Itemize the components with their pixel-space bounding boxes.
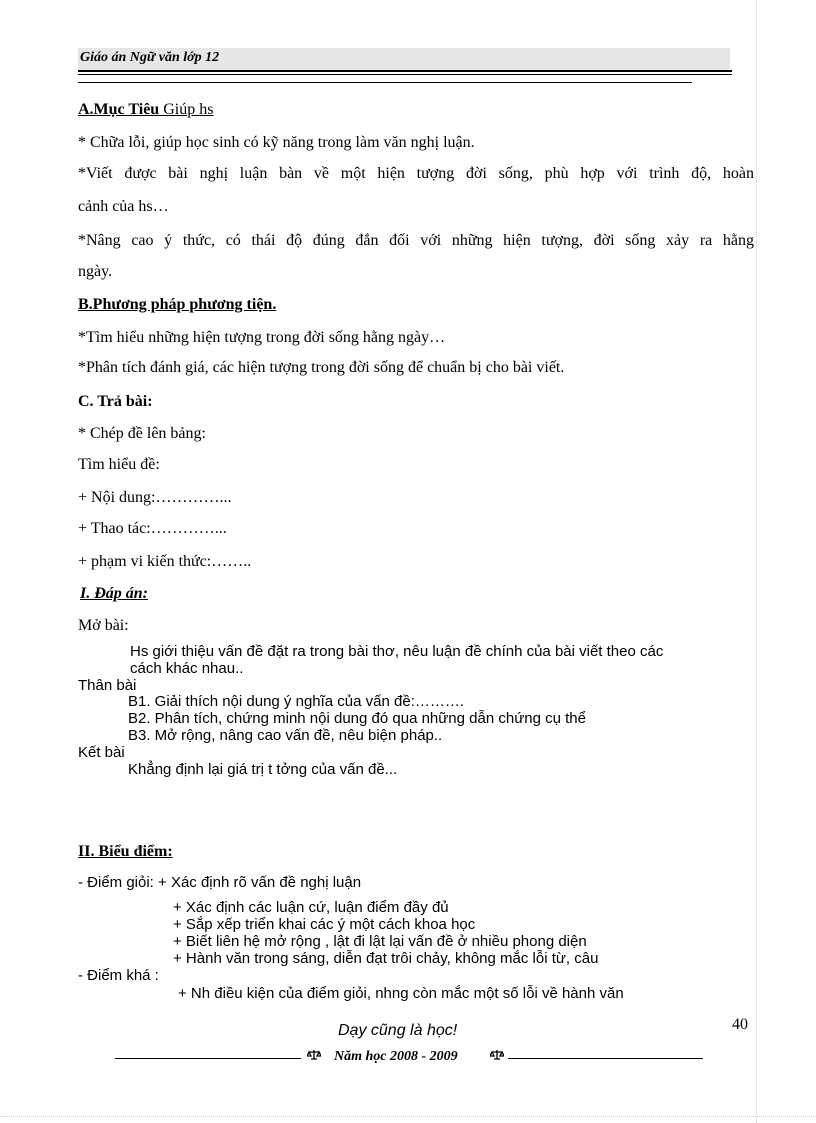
header-rule [78, 82, 692, 83]
footer-rule [508, 1058, 703, 1059]
than-bai-label: Thân bài [78, 677, 137, 694]
ket-bai-line: Khẳng định lại giá trị t tởng của vấn đề... [128, 761, 398, 778]
than-bai-item: B2. Phân tích, chứng minh nội dung đó qua những dẫn chứng cụ thể [128, 710, 586, 727]
mo-bai-label: Mở bài: [78, 617, 129, 634]
than-bai-item: B3. Mở rộng, nâng cao vấn đề, nêu biện pháp.. [128, 727, 443, 744]
scales-icon [307, 1049, 321, 1065]
section-c-line: Tìm hiểu đề: [78, 456, 160, 473]
page-border-right [756, 0, 757, 1123]
footer-quote: Dạy cũng là học! [338, 1022, 458, 1039]
section-a-line: *Viết được bài nghị luận bàn về một hiện tượng đời sống, phù hợp với trình độ, hoàn [78, 165, 754, 182]
grade-excellent-item: + Biết liên hệ mở rộng , lật đi lật lại vấn đề ở nhiều phong diện [173, 933, 587, 950]
section-a-heading: A.Mục Tiêu Giúp hs [78, 101, 214, 118]
grade-excellent-label: - Điểm giỏi: + Xác định rõ vấn đề nghị luận [78, 874, 362, 891]
section-a-line: ngày. [78, 263, 113, 280]
header-title: Giáo án Ngữ văn lớp 12 [80, 50, 220, 65]
section-a-line: *Nâng cao ý thức, có thái độ đúng đắn đối với những hiện tượng, đời sống xảy ra hằng [78, 232, 754, 249]
grade-good-label: - Điểm khá : [78, 967, 159, 984]
mo-bai-line: Hs giới thiệu vấn đề đặt ra trong bài thơ, nêu luận đề chính của bài viết theo các [130, 643, 664, 660]
grade-good-item: + Nh điều kiện của điểm giỏi, nhng còn mắc một số lỗi về hành văn [178, 985, 624, 1002]
ket-bai-label: Kết bài [78, 744, 125, 761]
section-c-line: + Thao tác:…………... [78, 520, 227, 537]
mo-bai-line: cách khác nhau.. [130, 660, 244, 677]
than-bai-item: B1. Giải thích nội dung ý nghĩa của vấn đề:………. [128, 693, 465, 710]
section-c-line: + phạm vi kiến thức:…….. [78, 553, 252, 570]
section-a-line: * Chữa lỗi, giúp học sinh có kỹ năng trong làm văn nghị luận. [78, 134, 475, 151]
section-c-line: + Nội dung:…………... [78, 489, 232, 506]
section-c-heading: C. Trả bài: [78, 393, 153, 410]
page-border-bottom [0, 1116, 816, 1117]
section-b-heading: B.Phương pháp phương tiện. [78, 296, 277, 313]
page-number: 40 [732, 1016, 748, 1033]
grade-excellent-item: + Hành văn trong sáng, diễn đạt trôi chảy, không mắc lỗi từ, câu [173, 950, 599, 967]
footer-rule [115, 1058, 301, 1059]
section-b-line: *Tìm hiểu những hiện tượng trong đời sống hằng ngày… [78, 329, 446, 346]
header-rule [78, 70, 732, 72]
section-a-line: cảnh của hs… [78, 198, 169, 215]
section-b-line: *Phân tích đánh giá, các hiện tượng trong đời sống để chuẩn bị cho bài viết. [78, 359, 565, 376]
scales-icon [490, 1049, 504, 1065]
answer-heading: I. Đáp án: [80, 585, 149, 602]
grading-heading: II. Biểu điểm: [78, 843, 173, 860]
grade-excellent-item: + Xác định các luận cứ, luận điểm đầy đủ [173, 899, 449, 916]
section-c-line: * Chép đề lên bảng: [78, 425, 206, 442]
grade-excellent-item: + Sắp xếp triển khai các ý một cách khoa học [173, 916, 476, 933]
school-year: Năm học 2008 - 2009 [334, 1049, 458, 1064]
header-rule [78, 74, 732, 75]
